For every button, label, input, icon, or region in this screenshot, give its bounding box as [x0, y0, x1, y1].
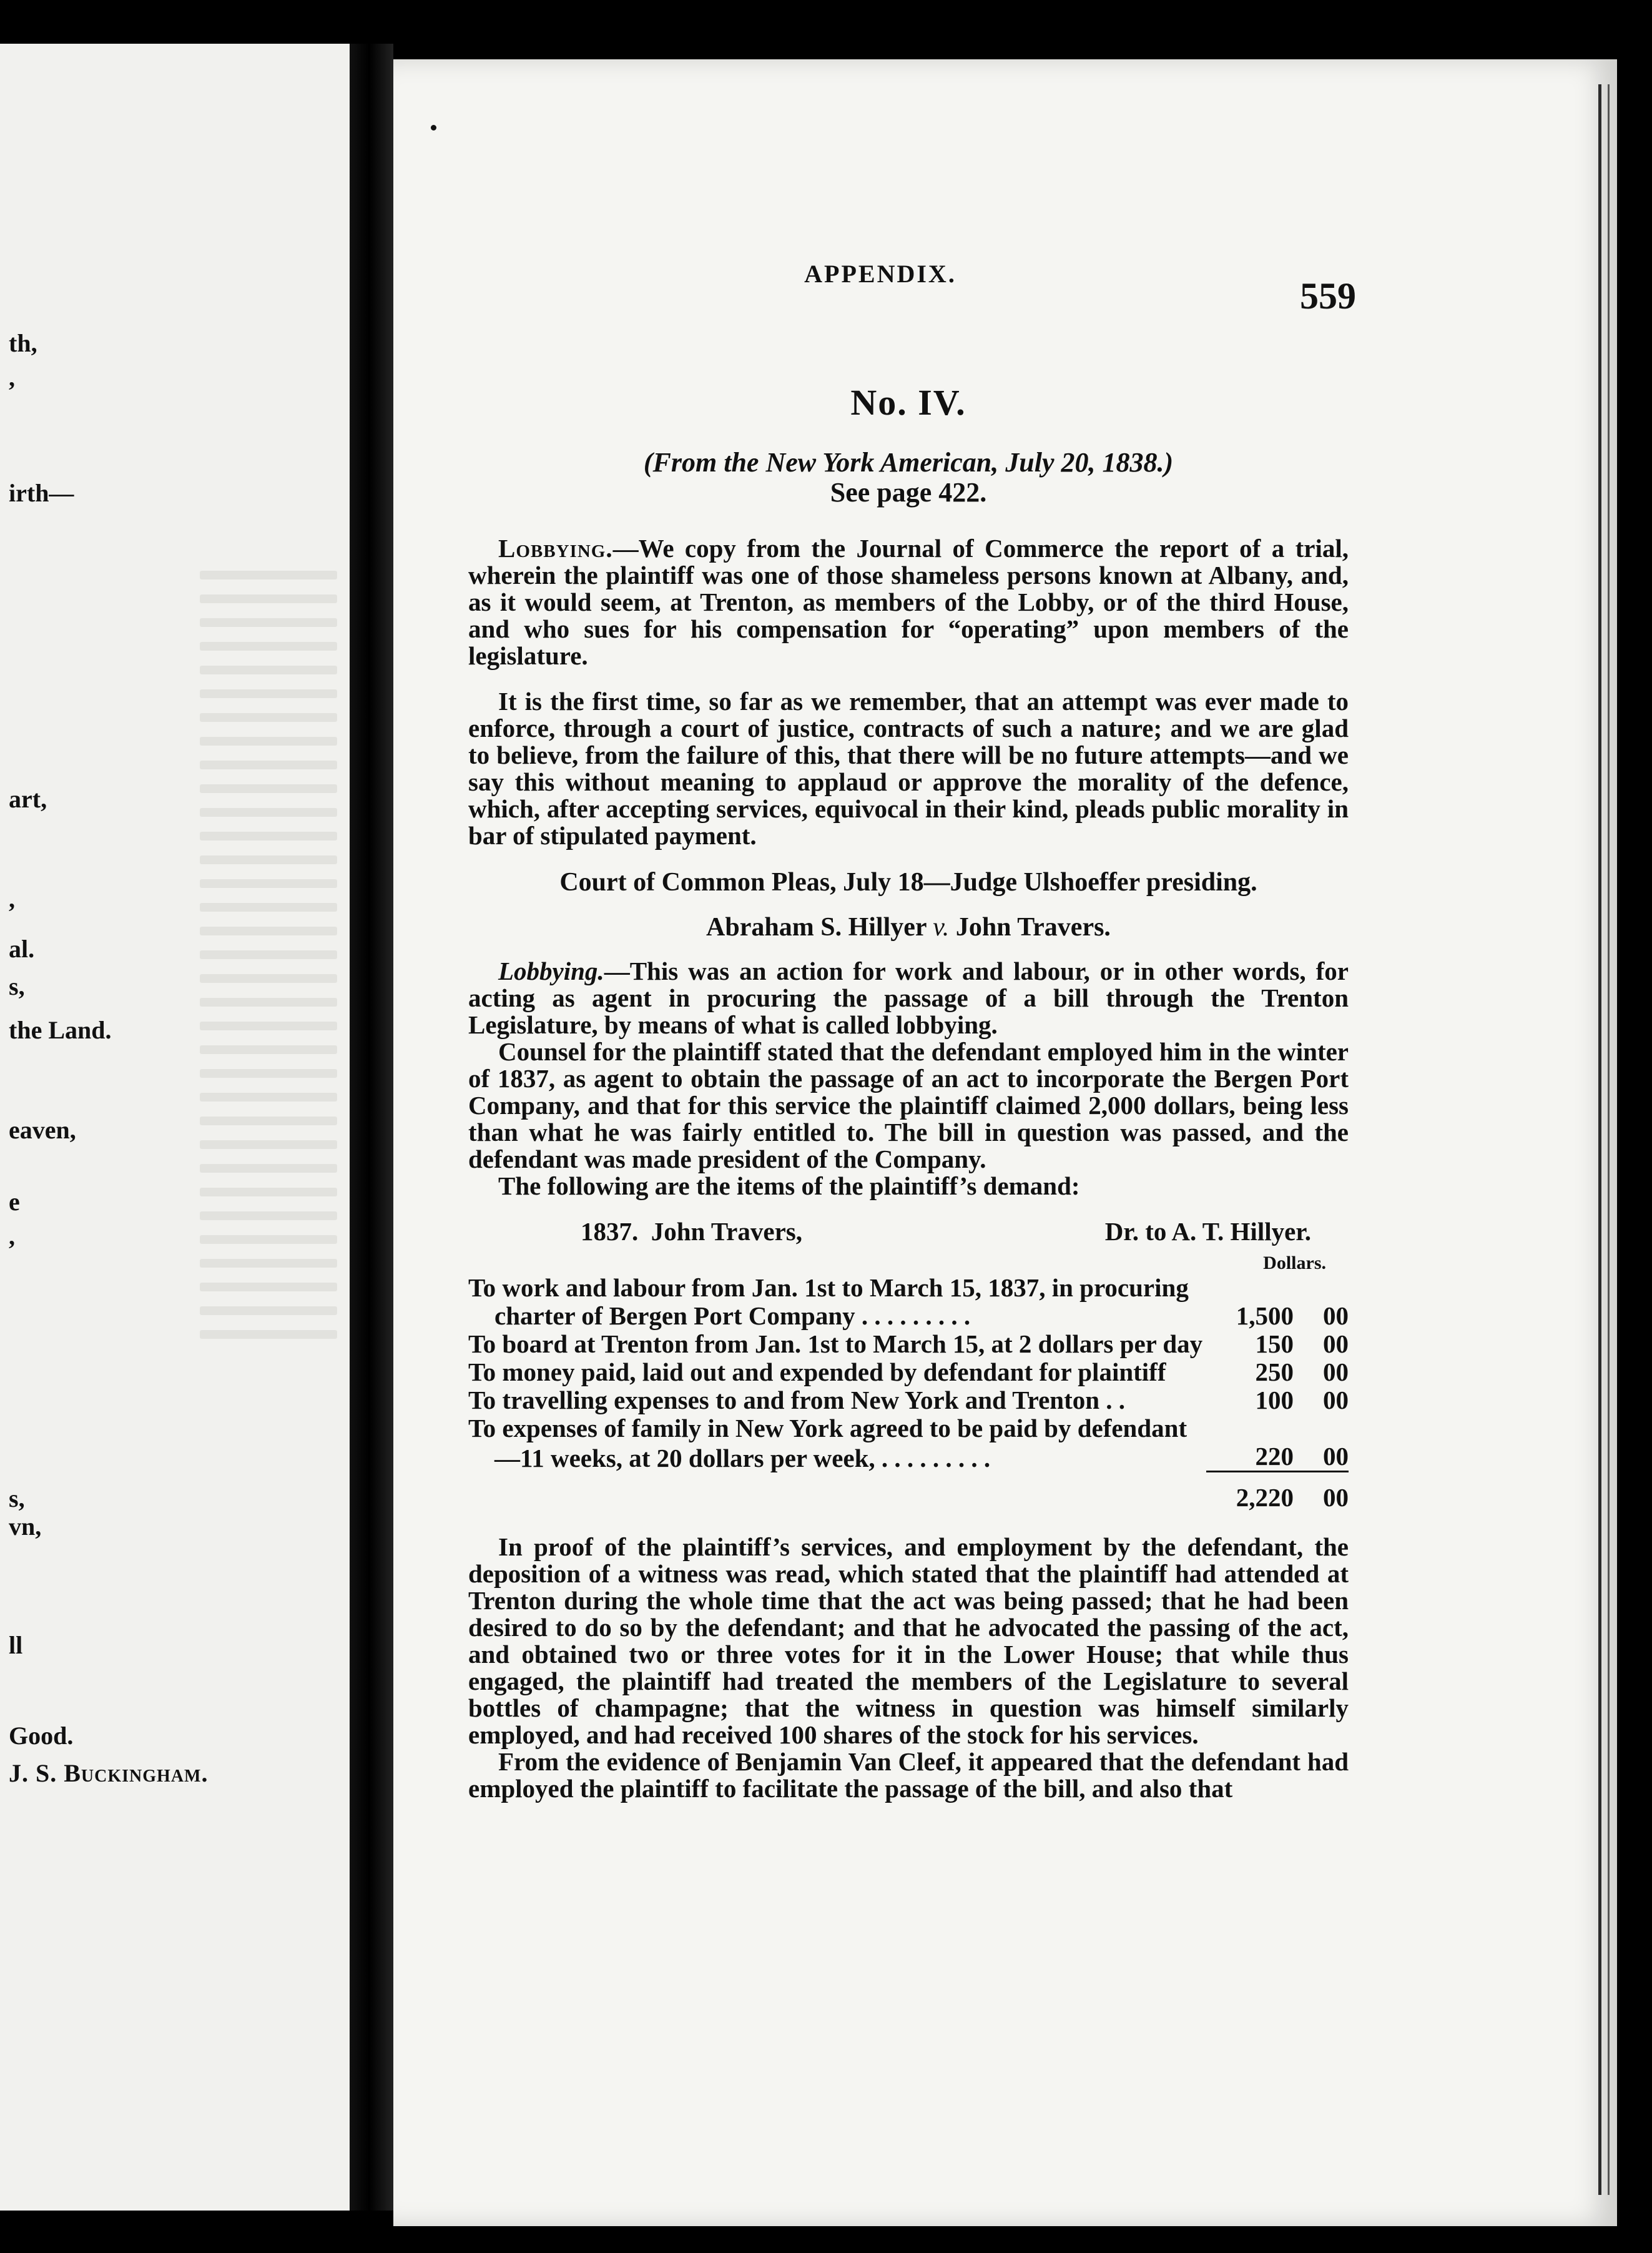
- paragraph-action: [468, 958, 1349, 1038]
- paragraph-text: —This was an action for work and labour, or in other words, for acting as agent in procuring the passage of a bill through the Trenton Legislature, by means of what is called lobbying.: [468, 957, 1349, 1039]
- paragraph-proof: In proof of the plaintiff’s services, and employment by the defendant, the deposition of a witness was read, which stated that the plaintiff had attended at Trenton during the whole time that the act was being passed; that he had been desired to do so by the defendant; and that he advocated the passing of the act, and obtained two or three votes for it in the Lower House; that while thus engaged, the plaintiff had treated the members of the Legislature to several bottles of champagne; that the witness in question was himself similarly employed, and had received 100 shares of the stock for his services.: [468, 1532, 1349, 1749]
- account-creditor: Dr. to A. T. Hillyer.: [1104, 1217, 1311, 1246]
- left-signature: J. S. Buckingham.: [9, 1759, 209, 1787]
- ledger-description: To expenses of family in New York agreed to be paid by defendant: [468, 1414, 1187, 1442]
- left-fragment-14: ll: [9, 1631, 23, 1659]
- left-fragment-12: s,: [9, 1484, 25, 1512]
- ledger-amount: 220: [1206, 1442, 1294, 1472]
- ledger-description: —11 weeks, at 20 dollars per week, . . . . . . . . .: [494, 1444, 991, 1472]
- section-number: No. IV.: [850, 382, 966, 423]
- book-gutter: [350, 44, 393, 2211]
- ledger-description: To money paid, laid out and expended by defendant for plaintiff: [468, 1358, 1166, 1386]
- left-fragment-1: th,: [9, 329, 37, 357]
- left-fragment-6: al.: [9, 935, 35, 963]
- paragraph-lobbying: [468, 535, 1349, 669]
- ledger-amount: 100: [1255, 1386, 1294, 1414]
- currency-label: Dollars.: [1263, 1253, 1326, 1273]
- ledger-description: To board at Trenton from Jan. 1st to March 15, at 2 dollars per day: [468, 1329, 1203, 1358]
- left-fragment-10: e: [9, 1188, 20, 1216]
- versus: v.: [933, 913, 950, 942]
- ledger-description: To travelling expenses to and from New York and Trenton . .: [468, 1386, 1126, 1414]
- page-edge-line-inner: [1608, 84, 1610, 2195]
- page-edge-line: [1598, 84, 1601, 2195]
- ledger-row: [468, 1414, 1349, 1442]
- ledger-description: charter of Bergen Port Company . . . . . . . . .: [494, 1301, 971, 1330]
- court-heading: Court of Common Pleas, July 18—Judge Ulshoeffer presiding.: [559, 868, 1257, 897]
- ledger-cents: 00: [1323, 1301, 1349, 1330]
- paragraph-lead: Lobbying.: [498, 534, 613, 563]
- plaintiff-name: Abraham S. Hillyer: [706, 913, 927, 942]
- case-parties: [468, 913, 1349, 942]
- paragraph-first-time: It is the first time, so far as we remember, that an attempt was ever made to enforce, through a court of justice, contracts of such a nature; and we are glad to believe, from the failure of this, that there will be no future attempts—and we say this without meaning to applaud or approve the morality of the defence, which, after accepting services, equivocal in their kind, pleads public morality in bar of stipulated payment.: [468, 687, 1349, 850]
- ledger-cents: 00: [1323, 1358, 1349, 1386]
- left-fragment-9: eaven,: [9, 1116, 76, 1144]
- ledger-row: [468, 1442, 1349, 1472]
- ledger-row: [468, 1274, 1349, 1302]
- total-cents: 00: [1323, 1483, 1349, 1512]
- total-amount: 2,220: [1236, 1483, 1294, 1512]
- source-citation: (From the New York American, July 20, 1838.): [643, 447, 1174, 478]
- left-fragment-15: Good.: [9, 1722, 74, 1750]
- main-page: [393, 59, 1617, 2226]
- ledger-cents: 00: [1323, 1329, 1349, 1358]
- left-fragment-11: ,: [9, 1222, 15, 1250]
- account-year: 1837.: [581, 1217, 639, 1246]
- account-ledger: [468, 1253, 1349, 1512]
- paragraph-lead: Lobbying.: [498, 957, 604, 985]
- paragraph-counsel: Counsel for the plaintiff stated that the defendant employed him in the winter of 1837, as agent to obtain the passage of an act to incorporate the Bergen Port Company, and that for this service the plaintiff claimed 2,000 dollars, being less than what he was fairly entitled to. The bill in question was passed, and the defendant was made president of the Company.: [468, 1037, 1349, 1173]
- ledger-row: [468, 1330, 1349, 1358]
- left-fragment-5: ,: [9, 885, 15, 913]
- ledger-total: [468, 1482, 1349, 1512]
- left-fragment-7: s,: [9, 972, 25, 1000]
- see-page-reference: See page 422.: [830, 477, 987, 508]
- paragraph-text: —We copy from the Journal of Commerce the report of a trial, wherein the plaintiff was one of those shameless persons known at Albany, and, as it would seem, at Trenton, as members of the Lobby, or of the third House, and who sues for his compensation for “operating” upon members of the legislature.: [468, 534, 1349, 670]
- running-head: APPENDIX.: [804, 260, 956, 288]
- ledger-cents: 00: [1323, 1386, 1349, 1414]
- ledger-amount: 150: [1255, 1329, 1294, 1358]
- source-line: [468, 448, 1349, 478]
- ledger-amount: 250: [1255, 1358, 1294, 1386]
- ledger-row: [468, 1386, 1349, 1414]
- ledger-amount: 1,500: [1236, 1301, 1294, 1330]
- ledger-cents: 00: [1294, 1442, 1349, 1472]
- ledger-description: To work and labour from Jan. 1st to March 15, 1837, in procuring: [468, 1273, 1189, 1302]
- account-year-debtor: [581, 1218, 802, 1245]
- left-facing-page: [0, 44, 350, 2211]
- left-fragment-2: ,: [9, 363, 15, 392]
- left-fragment-8: the Land.: [9, 1016, 112, 1044]
- left-fragment-4: art,: [9, 785, 47, 813]
- account-heading: [468, 1218, 1349, 1245]
- defendant-name: John Travers.: [955, 913, 1111, 942]
- left-fragment-3: irth—: [9, 479, 74, 507]
- paragraph-items-intro: The following are the items of the plaintiff’s demand:: [498, 1171, 1080, 1200]
- ledger-row: [468, 1302, 1349, 1330]
- ledger-row: [468, 1358, 1349, 1386]
- show-through-text: [200, 556, 337, 1805]
- account-debtor: John Travers,: [651, 1217, 802, 1246]
- ink-speck: [431, 125, 436, 131]
- paragraph-evidence: From the evidence of Benjamin Van Cleef, it appeared that the defendant had employed the plaintiff to facilitate the passage of the bill, and also that: [468, 1747, 1349, 1803]
- page-body: [468, 384, 1349, 1802]
- page-number: 559: [1300, 275, 1356, 317]
- left-fragment-13: vn,: [9, 1512, 42, 1541]
